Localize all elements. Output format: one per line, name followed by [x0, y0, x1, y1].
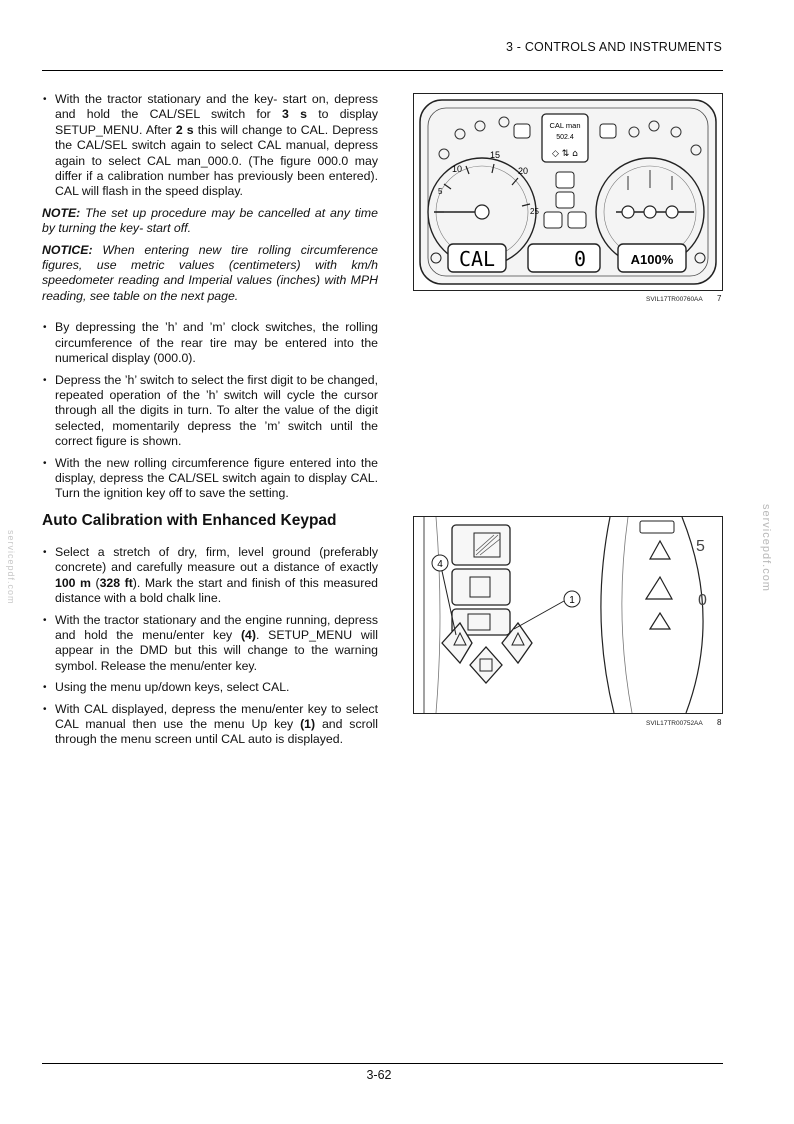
- note: NOTE: The set up procedure may be cancelled at any time by turning the key- start off.: [42, 205, 378, 236]
- callout-1: 1: [569, 595, 575, 606]
- page-number: 3-62: [366, 1068, 392, 1082]
- bullet-measure-distance: • Select a stretch of dry, firm, level ground (preferably concrete) and carefully measure out a distance of exactly 100 m (328 ft). Mark the start and finish of this measured distance with a bold chalk line.: [42, 545, 378, 607]
- header-rule: [42, 70, 723, 71]
- bullet-h-switch: • Depress the ’h’ switch to select the first digit to be changed, repeated operation of the ’h’ switch will cycle the cursor through all the digits in turn. To alter the value of the digit selected, momentarily depress the ’m’ switch until the correct figure is shown.: [42, 373, 378, 450]
- page-header: 3 - CONTROLS AND INSTRUMENTS: [505, 40, 722, 54]
- bullet-select-cal: • Using the menu up/down keys, select CAL.: [42, 680, 378, 695]
- bullet-setup-menu: • With the tractor stationary and the key- start on, depress and hold the CAL/SEL switch for 3 s to display SETUP_MENU. After 2 s this will change to CAL. Depress the CAL/SEL switch again to select CAL manual, depress again to select CAL man_000.0. (The figure 000.0 may differ if a calibration number has previously been entered). CAL will flash in the speed display.: [42, 92, 378, 200]
- figure-enhanced-keypad: [413, 516, 723, 714]
- gauge-mark-20: 20: [518, 166, 529, 176]
- auto-column: [42, 545, 378, 754]
- pto-display-text: A100%: [630, 252, 674, 267]
- bullet-save-setting: • With the new rolling circumference figure entered into the display, depress the CAL/SEL switch again to display CAL. Turn the ignition key off to save the setting.: [42, 456, 378, 502]
- figure7-number: 7: [717, 294, 722, 303]
- footer-rule: [42, 1063, 723, 1064]
- figure-instrument-cluster: [413, 93, 723, 291]
- gauge-mark-5: 5: [438, 187, 443, 196]
- section-heading: Auto Calibration with Enhanced Keypad: [42, 512, 337, 529]
- watermark-right: servicepdf.com: [760, 504, 772, 592]
- speed-display-text: 0: [573, 247, 586, 271]
- gauge-mark-5: 5: [696, 538, 705, 555]
- keypad-illustration: [414, 517, 722, 713]
- instrument-cluster-illustration: [414, 94, 722, 290]
- page-footer: [0, 1068, 794, 1082]
- gauge-mark-10: 10: [452, 164, 463, 174]
- cal-display-text: CAL: [458, 247, 496, 271]
- figure7-caption: SVIL17TR00760AA: [646, 296, 703, 303]
- callout-4: 4: [437, 559, 443, 570]
- dmd-screen-line1: CAL man: [549, 121, 581, 130]
- dmd-screen-line2: 502.4: [556, 134, 574, 141]
- figure8-caption: SVIL17TR00752AA: [646, 720, 703, 727]
- gauge-mark-25: 25: [530, 207, 539, 216]
- notice: NOTICE: When entering new tire rolling circumference figures, use metric values (centimeters) with km/h speedometer reading and Imperial values (inches) with MPH reading, see table on the next page.: [42, 242, 378, 303]
- gauge-mark-0: 0: [698, 592, 707, 609]
- watermark-left: servicepdf.com: [6, 530, 16, 605]
- bullet-cal-auto: • With CAL displayed, depress the menu/enter key to select CAL manual then use the menu Up key (1) and scroll through the menu screen until CAL auto is displayed.: [42, 702, 378, 748]
- top-column: [42, 92, 378, 508]
- svg-text:◇ ⇅ ⌂: ◇ ⇅ ⌂: [552, 149, 578, 159]
- gauge-mark-15: 15: [490, 150, 501, 160]
- bullet-clock-switches: • By depressing the ’h’ and ’m’ clock switches, the rolling circumference of the rear tire may be entered into the numerical display (000.0).: [42, 320, 378, 366]
- figure8-number: 8: [717, 718, 722, 727]
- bullet-menu-enter: • With the tractor stationary and the engine running, depress and hold the menu/enter key (4). SETUP_MENU will appear in the DMD but this will change to the warning symbol. Release the menu/enter key.: [42, 613, 378, 675]
